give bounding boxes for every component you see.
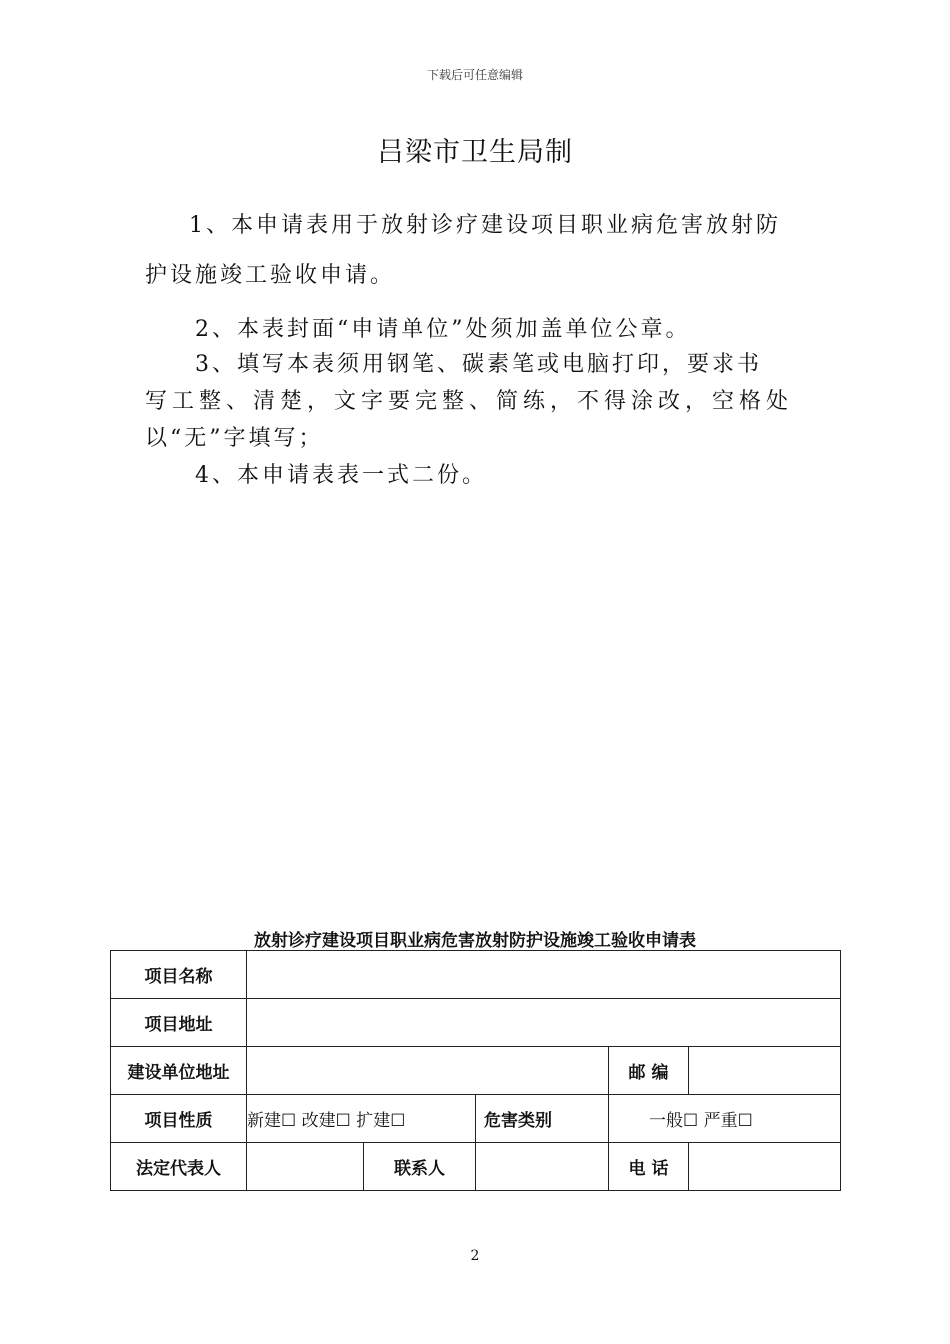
- page-title: 吕梁市卫生局制: [377, 137, 573, 168]
- instruction-3-line-3: 以“无”字填写；: [145, 426, 324, 451]
- hazard-category-options[interactable]: 一般☐ 严重☐: [609, 1095, 841, 1143]
- row-project-nature: [111, 1095, 841, 1143]
- form-title: 放射诊疗建设项目职业病危害放射防护设施竣工验收申请表: [254, 931, 696, 951]
- project-address-field[interactable]: [247, 999, 841, 1047]
- row-project-address: [111, 999, 841, 1047]
- project-name-field[interactable]: [247, 951, 841, 999]
- application-form-table: [110, 950, 841, 1191]
- instruction-3-line-1: 3、填写本表须用钢笔、碳素笔或电脑打印，要求书: [195, 352, 762, 377]
- postcode-label: 邮 编: [609, 1047, 689, 1095]
- builder-address-field[interactable]: [247, 1047, 609, 1095]
- instruction-4: 4、本申请表表一式二份。: [195, 463, 487, 488]
- project-address-label: 项目地址: [111, 999, 247, 1047]
- phone-label: 电 话: [609, 1143, 689, 1191]
- instruction-2: 2、本表封面“申请单位”处须加盖单位公章。: [195, 317, 691, 342]
- instruction-1-line-1: 1、本申请表用于放射诊疗建设项目职业病危害放射防: [189, 213, 781, 238]
- legal-rep-label: 法定代表人: [111, 1143, 247, 1191]
- project-name-label: 项目名称: [111, 951, 247, 999]
- page-number: 2: [470, 1248, 480, 1264]
- header-note: 下载后可任意编辑: [426, 68, 523, 82]
- postcode-field[interactable]: [689, 1047, 841, 1095]
- row-contacts: [111, 1143, 841, 1191]
- project-nature-options[interactable]: 新建☐ 改建☐ 扩建☐: [247, 1095, 476, 1143]
- hazard-category-label: 危害类别: [476, 1095, 609, 1143]
- row-project-name: [111, 951, 841, 999]
- instruction-3-line-2: 写工整、清楚，文字要完整、简练，不得涂改，空格处: [145, 389, 794, 414]
- instruction-1-line-2: 护设施竣工验收申请。: [145, 263, 396, 288]
- phone-field[interactable]: [689, 1143, 841, 1191]
- contact-label: 联系人: [364, 1143, 476, 1191]
- builder-address-label: 建设单位地址: [111, 1047, 247, 1095]
- project-nature-label: 项目性质: [111, 1095, 247, 1143]
- legal-rep-field[interactable]: [247, 1143, 364, 1191]
- contact-field[interactable]: [476, 1143, 609, 1191]
- row-builder-address: [111, 1047, 841, 1095]
